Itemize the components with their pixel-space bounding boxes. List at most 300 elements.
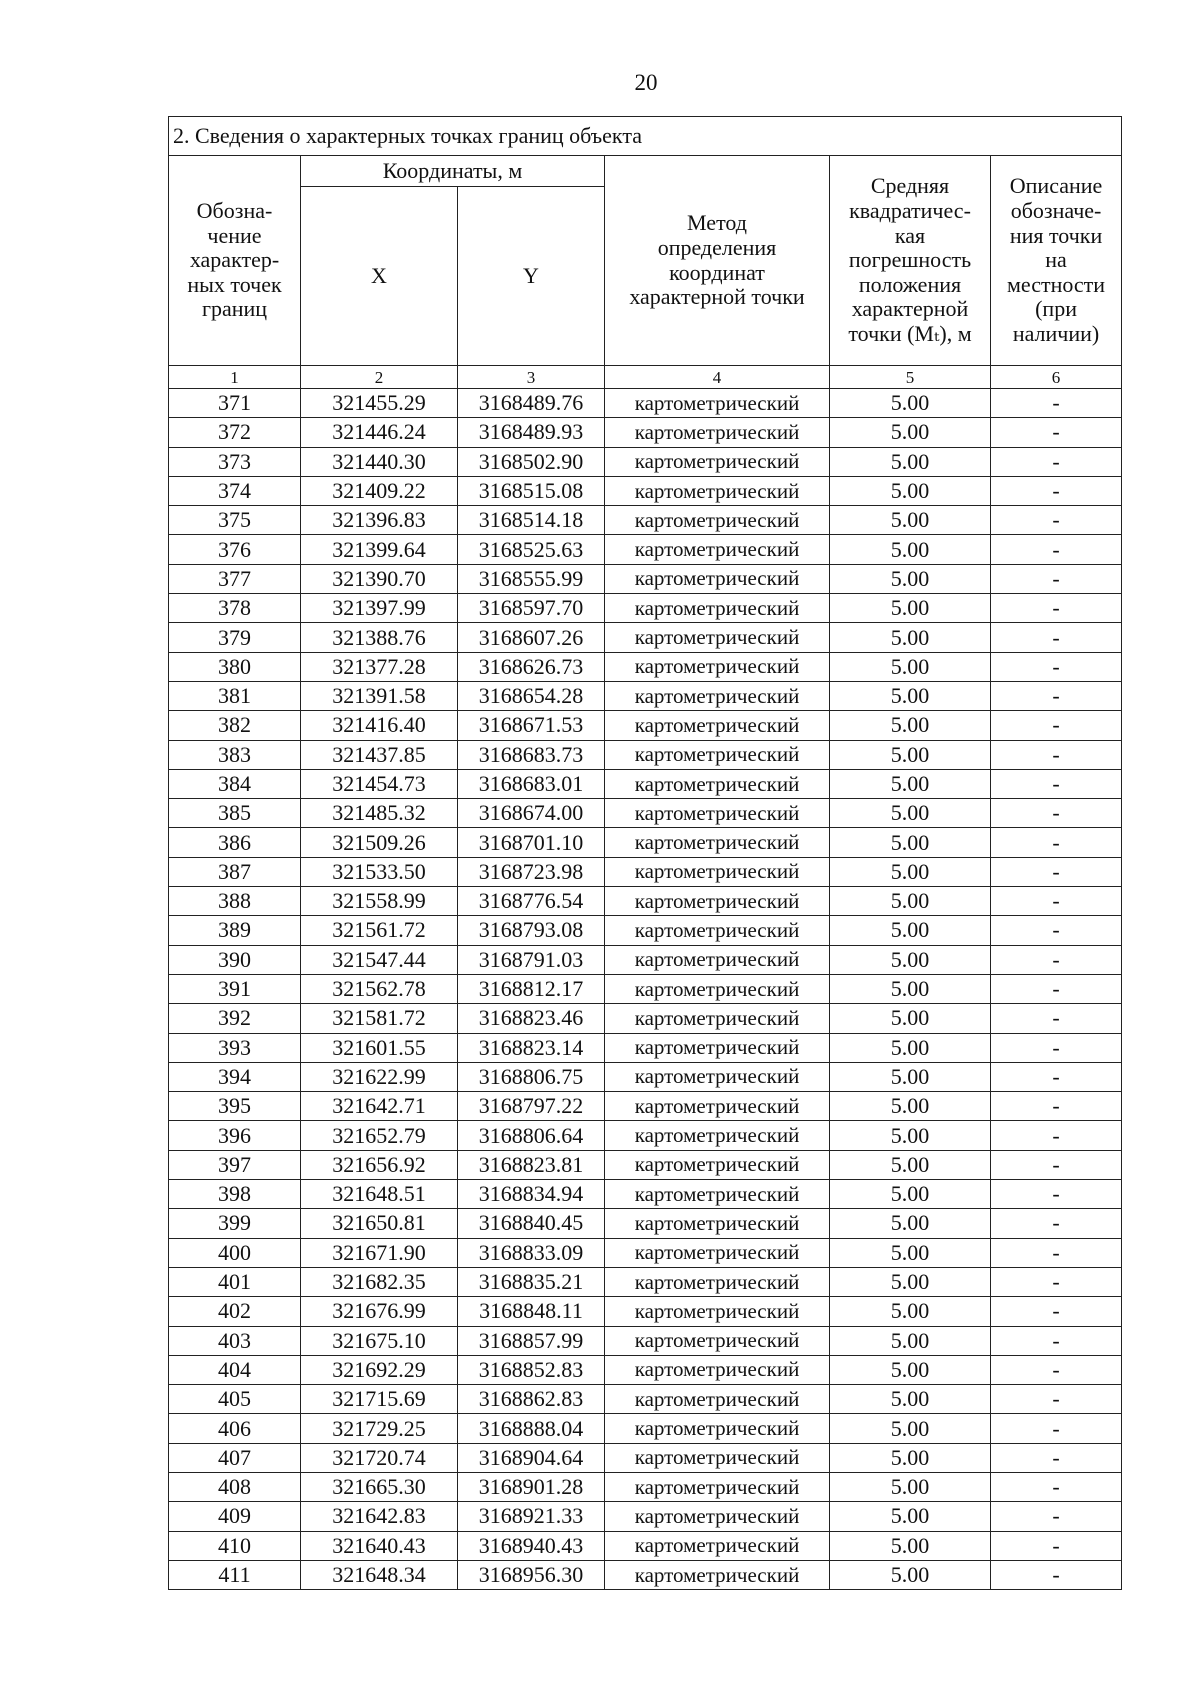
- mean-error: 5.00: [830, 1267, 991, 1296]
- point-designation: 391: [169, 974, 301, 1003]
- point-designation: 406: [169, 1414, 301, 1443]
- mean-error: 5.00: [830, 652, 991, 681]
- point-description: -: [991, 1209, 1122, 1238]
- method: картометрический: [605, 1180, 830, 1209]
- point-designation: 372: [169, 418, 301, 447]
- coord-y: 3168671.53: [458, 711, 605, 740]
- point-designation: 378: [169, 594, 301, 623]
- table-row: [169, 681, 1122, 710]
- coord-x: 321509.26: [301, 828, 458, 857]
- point-description: -: [991, 1004, 1122, 1033]
- table-row: [169, 769, 1122, 798]
- table-row: [169, 974, 1122, 1003]
- coord-y: 3168833.09: [458, 1238, 605, 1267]
- mean-error: 5.00: [830, 564, 991, 593]
- point-description: -: [991, 1092, 1122, 1121]
- table-row: [169, 1004, 1122, 1033]
- coord-y: 3168683.01: [458, 769, 605, 798]
- table-row: [169, 857, 1122, 886]
- coord-y: 3168921.33: [458, 1502, 605, 1531]
- coord-x: 321446.24: [301, 418, 458, 447]
- coord-y: 3168793.08: [458, 916, 605, 945]
- coord-y: 3168489.93: [458, 418, 605, 447]
- point-designation: 407: [169, 1443, 301, 1472]
- coord-y: 3168823.46: [458, 1004, 605, 1033]
- point-description: -: [991, 711, 1122, 740]
- point-designation: 389: [169, 916, 301, 945]
- mean-error: 5.00: [830, 1531, 991, 1560]
- point-description: -: [991, 799, 1122, 828]
- mean-error: 5.00: [830, 681, 991, 710]
- mean-error: 5.00: [830, 1150, 991, 1179]
- point-description: -: [991, 1150, 1122, 1179]
- point-designation: 371: [169, 389, 301, 418]
- method: картометрический: [605, 1033, 830, 1062]
- method: картометрический: [605, 1209, 830, 1238]
- method: картометрический: [605, 1267, 830, 1296]
- coord-x: 321416.40: [301, 711, 458, 740]
- coord-y: 3168797.22: [458, 1092, 605, 1121]
- point-description: -: [991, 476, 1122, 505]
- coord-y: 3168674.00: [458, 799, 605, 828]
- column-number: 5: [830, 366, 991, 389]
- coord-x: 321675.10: [301, 1326, 458, 1355]
- method: картометрический: [605, 1355, 830, 1384]
- point-designation: 405: [169, 1385, 301, 1414]
- method: картометрический: [605, 857, 830, 886]
- point-designation: 410: [169, 1531, 301, 1560]
- method: картометрический: [605, 1326, 830, 1355]
- coord-x: 321650.81: [301, 1209, 458, 1238]
- point-designation: 380: [169, 652, 301, 681]
- coord-x: 321388.76: [301, 623, 458, 652]
- coord-y: 3168555.99: [458, 564, 605, 593]
- mean-error: 5.00: [830, 799, 991, 828]
- mean-error: 5.00: [830, 1502, 991, 1531]
- coord-x: 321390.70: [301, 564, 458, 593]
- table-row: [169, 1560, 1122, 1589]
- table-row: [169, 1209, 1122, 1238]
- coord-x: 321665.30: [301, 1472, 458, 1501]
- table-row: [169, 1180, 1122, 1209]
- table-row: [169, 1092, 1122, 1121]
- mean-error: 5.00: [830, 769, 991, 798]
- point-designation: 394: [169, 1062, 301, 1091]
- header-description: Описание обозначе- ния точки на местности (при наличии): [991, 156, 1122, 366]
- coord-x: 321485.32: [301, 799, 458, 828]
- method: картометрический: [605, 1502, 830, 1531]
- method: картометрический: [605, 1062, 830, 1091]
- table-row: [169, 887, 1122, 916]
- method: картометрический: [605, 1150, 830, 1179]
- method: картометрический: [605, 887, 830, 916]
- coord-y: 3168502.90: [458, 447, 605, 476]
- boundary-points-table: [168, 116, 1122, 1590]
- table-row: [169, 1267, 1122, 1296]
- header-x: X: [301, 187, 458, 366]
- coord-y: 3168489.76: [458, 389, 605, 418]
- mean-error: 5.00: [830, 1004, 991, 1033]
- mean-error: 5.00: [830, 623, 991, 652]
- coord-x: 321399.64: [301, 535, 458, 564]
- method: картометрический: [605, 974, 830, 1003]
- point-designation: 385: [169, 799, 301, 828]
- table-row: [169, 506, 1122, 535]
- coord-y: 3168607.26: [458, 623, 605, 652]
- table-row: [169, 1531, 1122, 1560]
- mean-error: 5.00: [830, 1385, 991, 1414]
- method: картометрический: [605, 828, 830, 857]
- table-row: [169, 594, 1122, 623]
- coord-x: 321692.29: [301, 1355, 458, 1384]
- point-description: -: [991, 447, 1122, 476]
- table-row: [169, 652, 1122, 681]
- coord-y: 3168901.28: [458, 1472, 605, 1501]
- point-description: -: [991, 1121, 1122, 1150]
- point-description: -: [991, 1062, 1122, 1091]
- coord-x: 321671.90: [301, 1238, 458, 1267]
- table-row: [169, 1385, 1122, 1414]
- mean-error: 5.00: [830, 1472, 991, 1501]
- point-description: -: [991, 945, 1122, 974]
- table-row: [169, 447, 1122, 476]
- mean-error: 5.00: [830, 1033, 991, 1062]
- method: картометрический: [605, 447, 830, 476]
- page-number: 20: [634, 70, 658, 95]
- method: картометрический: [605, 506, 830, 535]
- mean-error: 5.00: [830, 916, 991, 945]
- point-designation: 374: [169, 476, 301, 505]
- table-row: [169, 1121, 1122, 1150]
- point-designation: 388: [169, 887, 301, 916]
- mean-error: 5.00: [830, 1062, 991, 1091]
- point-designation: 376: [169, 535, 301, 564]
- table-row: [169, 916, 1122, 945]
- point-designation: 373: [169, 447, 301, 476]
- coord-y: 3168823.14: [458, 1033, 605, 1062]
- point-designation: 404: [169, 1355, 301, 1384]
- coord-y: 3168857.99: [458, 1326, 605, 1355]
- coord-x: 321455.29: [301, 389, 458, 418]
- header-coordinates: Координаты, м: [301, 156, 605, 187]
- mean-error: 5.00: [830, 828, 991, 857]
- point-designation: 397: [169, 1150, 301, 1179]
- point-designation: 387: [169, 857, 301, 886]
- point-designation: 401: [169, 1267, 301, 1296]
- table-row: [169, 1150, 1122, 1179]
- coord-x: 321397.99: [301, 594, 458, 623]
- point-designation: 375: [169, 506, 301, 535]
- method: картометрический: [605, 1531, 830, 1560]
- coord-x: 321601.55: [301, 1033, 458, 1062]
- point-designation: 383: [169, 740, 301, 769]
- method: картометрический: [605, 389, 830, 418]
- point-description: -: [991, 1326, 1122, 1355]
- coord-x: 321533.50: [301, 857, 458, 886]
- coord-x: 321642.71: [301, 1092, 458, 1121]
- point-designation: 390: [169, 945, 301, 974]
- coord-y: 3168812.17: [458, 974, 605, 1003]
- mean-error: 5.00: [830, 857, 991, 886]
- point-designation: 384: [169, 769, 301, 798]
- coord-y: 3168515.08: [458, 476, 605, 505]
- table-row: [169, 1472, 1122, 1501]
- method: картометрический: [605, 681, 830, 710]
- coord-y: 3168683.73: [458, 740, 605, 769]
- point-designation: 386: [169, 828, 301, 857]
- coord-x: 321377.28: [301, 652, 458, 681]
- method: картометрический: [605, 535, 830, 564]
- coord-x: 321558.99: [301, 887, 458, 916]
- table-row: [169, 1414, 1122, 1443]
- section-title: 2. Сведения о характерных точках границ объекта: [169, 117, 1122, 156]
- coord-y: 3168835.21: [458, 1267, 605, 1296]
- header-y: Y: [458, 187, 605, 366]
- method: картометрический: [605, 799, 830, 828]
- mean-error: 5.00: [830, 1180, 991, 1209]
- mean-error: 5.00: [830, 1238, 991, 1267]
- method: картометрический: [605, 1238, 830, 1267]
- method: картометрический: [605, 945, 830, 974]
- mean-error: 5.00: [830, 887, 991, 916]
- table-row: [169, 1033, 1122, 1062]
- method: картометрический: [605, 418, 830, 447]
- method: картометрический: [605, 1443, 830, 1472]
- coord-x: 321648.51: [301, 1180, 458, 1209]
- coord-x: 321676.99: [301, 1297, 458, 1326]
- table-row: [169, 799, 1122, 828]
- point-description: -: [991, 916, 1122, 945]
- point-description: -: [991, 1180, 1122, 1209]
- point-description: -: [991, 1385, 1122, 1414]
- mean-error: 5.00: [830, 1209, 991, 1238]
- method: картометрический: [605, 1092, 830, 1121]
- table-row: [169, 623, 1122, 652]
- point-description: -: [991, 506, 1122, 535]
- point-designation: 408: [169, 1472, 301, 1501]
- mean-error: 5.00: [830, 418, 991, 447]
- point-description: -: [991, 418, 1122, 447]
- point-description: -: [991, 974, 1122, 1003]
- point-designation: 411: [169, 1560, 301, 1589]
- mean-error: 5.00: [830, 506, 991, 535]
- coord-x: 321396.83: [301, 506, 458, 535]
- coord-y: 3168862.83: [458, 1385, 605, 1414]
- method: картометрический: [605, 623, 830, 652]
- coord-y: 3168514.18: [458, 506, 605, 535]
- point-designation: 403: [169, 1326, 301, 1355]
- method: картометрический: [605, 564, 830, 593]
- coord-x: 321391.58: [301, 681, 458, 710]
- table-row: [169, 1502, 1122, 1531]
- coord-y: 3168888.04: [458, 1414, 605, 1443]
- table-body: [169, 389, 1122, 1590]
- coord-x: 321682.35: [301, 1267, 458, 1296]
- column-number: 1: [169, 366, 301, 389]
- mean-error: 5.00: [830, 535, 991, 564]
- mean-error: 5.00: [830, 974, 991, 1003]
- coord-x: 321642.83: [301, 1502, 458, 1531]
- coord-x: 321561.72: [301, 916, 458, 945]
- coord-x: 321562.78: [301, 974, 458, 1003]
- coord-x: 321648.34: [301, 1560, 458, 1589]
- mean-error: 5.00: [830, 1443, 991, 1472]
- table-row: [169, 418, 1122, 447]
- mean-error: 5.00: [830, 1297, 991, 1326]
- coord-x: 321715.69: [301, 1385, 458, 1414]
- point-description: -: [991, 887, 1122, 916]
- coord-x: 321720.74: [301, 1443, 458, 1472]
- point-description: -: [991, 535, 1122, 564]
- table-row: [169, 535, 1122, 564]
- point-designation: 402: [169, 1297, 301, 1326]
- table-row: [169, 945, 1122, 974]
- point-designation: 398: [169, 1180, 301, 1209]
- point-designation: 377: [169, 564, 301, 593]
- method: картометрический: [605, 1560, 830, 1589]
- method: картометрический: [605, 476, 830, 505]
- point-description: -: [991, 594, 1122, 623]
- point-description: -: [991, 740, 1122, 769]
- coord-y: 3168834.94: [458, 1180, 605, 1209]
- point-designation: 409: [169, 1502, 301, 1531]
- point-description: -: [991, 652, 1122, 681]
- coord-y: 3168597.70: [458, 594, 605, 623]
- column-numbers-row: [169, 366, 1122, 389]
- point-description: -: [991, 623, 1122, 652]
- table-row: [169, 476, 1122, 505]
- table-row: [169, 1443, 1122, 1472]
- mean-error: 5.00: [830, 711, 991, 740]
- point-designation: 395: [169, 1092, 301, 1121]
- method: картометрический: [605, 1297, 830, 1326]
- method: картометрический: [605, 1004, 830, 1033]
- coord-x: 321656.92: [301, 1150, 458, 1179]
- column-number: 3: [458, 366, 605, 389]
- coord-y: 3168701.10: [458, 828, 605, 857]
- point-description: -: [991, 1560, 1122, 1589]
- method: картометрический: [605, 769, 830, 798]
- table-row: [169, 1355, 1122, 1384]
- coord-y: 3168723.98: [458, 857, 605, 886]
- table-row: [169, 1326, 1122, 1355]
- method: картометрический: [605, 916, 830, 945]
- coord-y: 3168904.64: [458, 1443, 605, 1472]
- point-description: -: [991, 769, 1122, 798]
- column-number: 4: [605, 366, 830, 389]
- table-row: [169, 1297, 1122, 1326]
- mean-error: 5.00: [830, 1560, 991, 1589]
- table-row: [169, 389, 1122, 418]
- method: картометрический: [605, 1121, 830, 1150]
- point-description: -: [991, 1414, 1122, 1443]
- coord-y: 3168806.64: [458, 1121, 605, 1150]
- point-description: -: [991, 1297, 1122, 1326]
- mean-error: 5.00: [830, 945, 991, 974]
- coord-x: 321409.22: [301, 476, 458, 505]
- method: картометрический: [605, 1472, 830, 1501]
- coord-x: 321547.44: [301, 945, 458, 974]
- header-method: Метод определения координат характерной точки: [605, 156, 830, 366]
- mean-error: 5.00: [830, 1121, 991, 1150]
- point-designation: 381: [169, 681, 301, 710]
- coord-y: 3168525.63: [458, 535, 605, 564]
- table-row: [169, 711, 1122, 740]
- table-row: [169, 828, 1122, 857]
- mean-error: 5.00: [830, 740, 991, 769]
- point-designation: 392: [169, 1004, 301, 1033]
- point-description: -: [991, 857, 1122, 886]
- coord-x: 321652.79: [301, 1121, 458, 1150]
- mean-error: 5.00: [830, 476, 991, 505]
- coord-y: 3168852.83: [458, 1355, 605, 1384]
- mean-error: 5.00: [830, 389, 991, 418]
- coord-y: 3168791.03: [458, 945, 605, 974]
- mean-error: 5.00: [830, 447, 991, 476]
- mean-error: 5.00: [830, 1326, 991, 1355]
- point-designation: 396: [169, 1121, 301, 1150]
- coord-x: 321440.30: [301, 447, 458, 476]
- coord-y: 3168940.43: [458, 1531, 605, 1560]
- method: картометрический: [605, 711, 830, 740]
- method: картометрический: [605, 740, 830, 769]
- coord-y: 3168654.28: [458, 681, 605, 710]
- coord-y: 3168806.75: [458, 1062, 605, 1091]
- point-description: -: [991, 1033, 1122, 1062]
- method: картометрический: [605, 594, 830, 623]
- table-row: [169, 1062, 1122, 1091]
- coord-y: 3168626.73: [458, 652, 605, 681]
- coord-x: 321454.73: [301, 769, 458, 798]
- point-description: -: [991, 1531, 1122, 1560]
- point-description: -: [991, 564, 1122, 593]
- column-number: 6: [991, 366, 1122, 389]
- table-row: [169, 564, 1122, 593]
- coord-x: 321437.85: [301, 740, 458, 769]
- mean-error: 5.00: [830, 594, 991, 623]
- point-description: -: [991, 828, 1122, 857]
- coord-x: 321640.43: [301, 1531, 458, 1560]
- point-designation: 379: [169, 623, 301, 652]
- coord-y: 3168956.30: [458, 1560, 605, 1589]
- method: картометрический: [605, 1385, 830, 1414]
- mean-error: 5.00: [830, 1355, 991, 1384]
- coord-x: 321622.99: [301, 1062, 458, 1091]
- point-description: -: [991, 681, 1122, 710]
- header-designation: Обозна- чение характер- ных точек границ: [169, 156, 301, 366]
- coord-y: 3168840.45: [458, 1209, 605, 1238]
- coord-y: 3168776.54: [458, 887, 605, 916]
- point-description: -: [991, 1443, 1122, 1472]
- header-error: Средняя квадратичес- кая погрешность положения характерной точки (Mₜ), м: [830, 156, 991, 366]
- point-designation: 400: [169, 1238, 301, 1267]
- coord-y: 3168823.81: [458, 1150, 605, 1179]
- method: картометрический: [605, 652, 830, 681]
- point-designation: 399: [169, 1209, 301, 1238]
- coord-y: 3168848.11: [458, 1297, 605, 1326]
- coord-x: 321581.72: [301, 1004, 458, 1033]
- point-designation: 382: [169, 711, 301, 740]
- point-description: -: [991, 1472, 1122, 1501]
- table-row: [169, 740, 1122, 769]
- point-description: -: [991, 1238, 1122, 1267]
- coord-x: 321729.25: [301, 1414, 458, 1443]
- point-description: -: [991, 1355, 1122, 1384]
- method: картометрический: [605, 1414, 830, 1443]
- mean-error: 5.00: [830, 1092, 991, 1121]
- point-description: -: [991, 1502, 1122, 1531]
- table-row: [169, 1238, 1122, 1267]
